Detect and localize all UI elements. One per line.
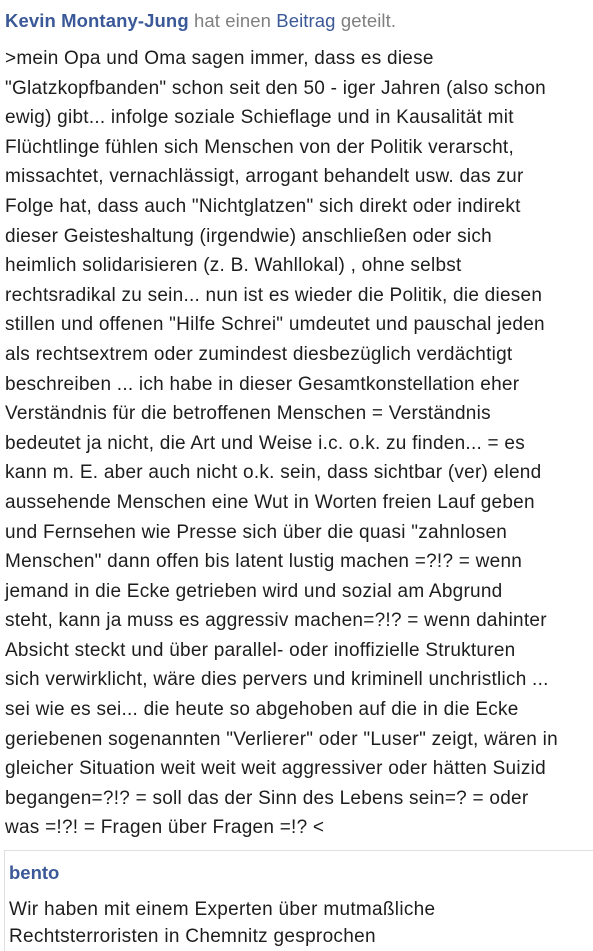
post-text-line: missachtet, vernachlässigt, arrogant behandelt usw. das zur xyxy=(5,166,524,188)
card-title-line[interactable]: Rechtsterroristen in Chemnitz gesprochen xyxy=(9,926,376,947)
header-text-before-link: hat einen xyxy=(188,10,277,31)
card-title[interactable] xyxy=(9,896,589,950)
post-text-line: aussehende Menschen eine Wut in Worten freien Lauf geben xyxy=(5,491,535,513)
post-link[interactable]: Beitrag xyxy=(276,10,336,31)
post-text-line: heimlich solidarisieren (z. B. Wahllokal) , ohne selbst xyxy=(5,255,462,277)
post-body-text xyxy=(5,44,593,843)
post-text-line: Absicht steckt und über parallel- oder inoffizielle Strukturen xyxy=(5,639,516,661)
post-text-line: jemand in die Ecke getrieben wird und sozial am Abgrund xyxy=(5,580,503,602)
post-header xyxy=(5,10,589,32)
post-text-line: beschreiben ... ich habe in dieser Gesamtkonstellation eher xyxy=(5,373,520,395)
author-name-link[interactable]: Kevin Montany-Jung xyxy=(5,10,189,31)
post-text-line: bedeutet ja nicht, die Art und Weise i.c. o.k. zu finden... = es xyxy=(5,432,525,454)
post-text-line: >mein Opa und Oma sagen immer, dass es diese xyxy=(5,48,434,69)
post-text-line: sich verwirklicht, wäre dies pervers und kriminell unchristlich ... xyxy=(5,669,549,691)
post-text-line: Verständnis für die betroffenen Menschen = Verständnis xyxy=(5,403,491,425)
post-text-line: gleicher Situation weit weit weit aggressiver oder hätten Suizid xyxy=(5,758,546,780)
post-text-line: kann m. E. aber auch nicht o.k. sein, dass sichtbar (ver) elend xyxy=(5,462,542,484)
shared-link-card[interactable] xyxy=(4,850,593,951)
post-text-line: begangen=?!? = soll das der Sinn des Lebens sein=? = oder xyxy=(5,787,529,809)
header-text-after-link: geteilt. xyxy=(335,10,397,31)
post-text-line: "Glatzkopfbanden" schon seit den 50 - iger Jahren (also schon xyxy=(5,77,546,99)
post-text-line: steht, kann ja muss es aggressiv machen=?!? = wenn dahinter xyxy=(5,610,547,632)
card-source-name[interactable]: bento xyxy=(9,862,60,883)
post-text-line: geriebenen sogenannten "Verlierer" oder "Luser" zeigt, wären in xyxy=(5,728,558,750)
post-text-line: dieser Geisteshaltung (irgendwie) anschließen oder sich xyxy=(5,225,492,247)
card-title-line[interactable]: Wir haben mit einem Experten über mutmaßliche xyxy=(9,899,436,920)
post-text-line: was =!?! = Fragen über Fragen =!? < xyxy=(5,817,325,839)
post-text-line: sei wie es sei... die heute so abgehoben auf die in die Ecke xyxy=(5,699,519,721)
post-text-line: ewig) gibt... infolge soziale Schieflage und in Kausalität mit xyxy=(5,107,514,129)
post-text-line: Folge hat, dass auch "Nichtglatzen" sich direkt oder indirekt xyxy=(5,195,521,217)
post-text-line: und Fernsehen wie Presse sich über die quasi "zahnlosen xyxy=(5,521,508,543)
post-text-line: stillen und offenen "Hilfe Schrei" umdeutet und pauschal jeden xyxy=(5,314,545,336)
post-text-line: rechtsradikal zu sein... nun ist es wieder die Politik, die diesen xyxy=(5,284,543,306)
post-text-line: als rechtsextrem oder zumindest diesbezüglich verdächtigt xyxy=(5,343,513,365)
post-text-line: Flüchtlinge fühlen sich Menschen von der Politik verarscht, xyxy=(5,136,514,158)
post-text-line: Menschen" dann offen bis latent lustig machen =?!? = wenn xyxy=(5,551,523,573)
